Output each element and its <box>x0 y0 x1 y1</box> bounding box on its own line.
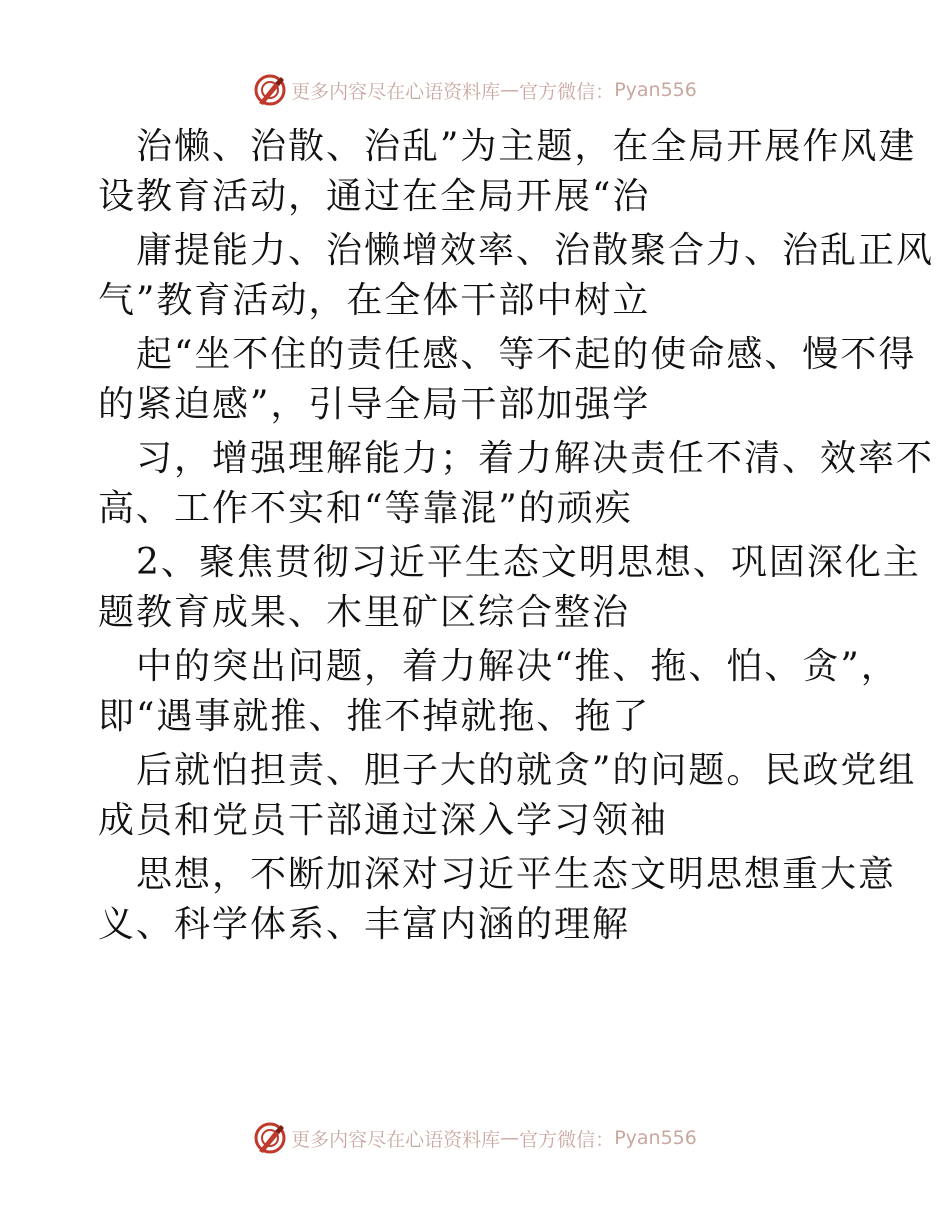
watermark-wechat-label: 官方微信： <box>519 1128 615 1151</box>
watermark-dash: — <box>500 1127 520 1149</box>
watermark-dash: — <box>500 79 520 101</box>
paragraph-line: 的紧迫感”，引导全局干部加强学 <box>98 383 651 425</box>
paragraph-line: 庸提能力、治懒增效率、治散聚合力、治乱正风 <box>136 230 935 271</box>
paragraph <box>98 330 917 429</box>
paragraph-line: 习，增强理解能力；着力解决责任不清、效率不 <box>136 438 935 479</box>
paragraph <box>98 434 935 533</box>
paragraph-line: 中的突出问题，着力解决“推、拖、怕、贪”， <box>136 646 899 687</box>
watermark-title: 更多内容尽在心语资料库 <box>291 1128 501 1151</box>
watermark-title: 更多内容尽在心语资料库 <box>291 80 501 103</box>
paragraph-line: 题教育成果、木里矿区综合整治 <box>98 591 631 633</box>
pen-logo-icon <box>253 1121 287 1155</box>
paragraph-line: 起“坐不住的责任感、等不起的使命感、慢不得 <box>136 334 917 375</box>
paragraph-line: 高、工作不实和“等靠混”的顽疾 <box>98 487 633 529</box>
document-body <box>98 122 935 954</box>
footer-watermark <box>0 1118 950 1158</box>
paragraph-line: 成员和党员干部通过深入学习领袖 <box>98 799 669 841</box>
header-watermark <box>0 70 950 110</box>
paragraph-line: 即“遇事就推、推不掉就拖、拖了 <box>98 695 651 737</box>
watermark-wechat-label: 官方微信： <box>519 80 615 103</box>
paragraph-line: 后就怕担责、胆子大的就贪”的问题。民政党组 <box>136 750 917 791</box>
paragraph <box>98 746 917 845</box>
paragraph <box>98 122 917 221</box>
paragraph-line: 设教育活动，通过在全局开展“治 <box>98 175 651 217</box>
paragraph-line: 2、聚焦贯彻习近平生态文明思想、巩固深化主 <box>136 542 921 583</box>
paragraph <box>98 226 935 325</box>
pen-logo-icon <box>253 73 287 107</box>
paragraph <box>98 850 897 949</box>
paragraph-line: 义、科学体系、丰富内涵的理解 <box>98 903 631 945</box>
paragraph-line: 思想，不断加深对习近平生态文明思想重大意 <box>136 854 897 895</box>
paragraph <box>98 538 921 637</box>
paragraph <box>98 642 899 741</box>
paragraph-line: 治懒、治散、治乱”为主题，在全局开展作风建 <box>136 126 917 167</box>
paragraph-line: 气”教育活动，在全体干部中树立 <box>98 279 651 321</box>
watermark-wechat-id: Pyan556 <box>614 79 697 101</box>
watermark-wechat-id: Pyan556 <box>614 1127 697 1149</box>
